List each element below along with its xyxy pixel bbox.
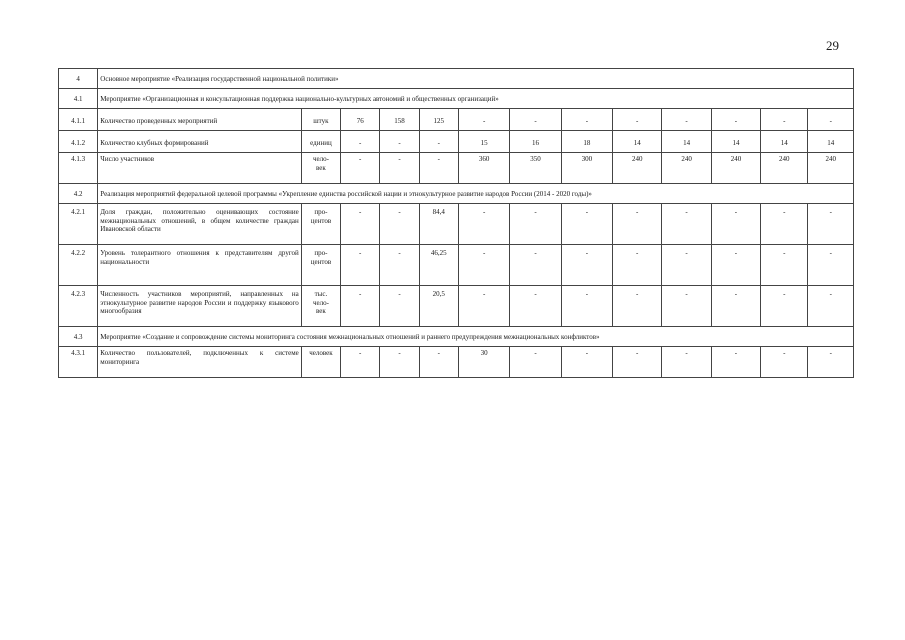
value-cell: 360 [458, 153, 509, 184]
row-number: 4.1.2 [59, 131, 98, 153]
value-cell: - [761, 204, 808, 245]
indicator-row [59, 204, 854, 245]
value-cell: - [808, 286, 854, 327]
value-cell: - [341, 245, 380, 286]
value-cell: - [561, 347, 612, 378]
value-cell: - [380, 153, 419, 184]
value-cell: 18 [561, 131, 612, 153]
value-cell: - [561, 286, 612, 327]
value-cell: 14 [662, 131, 711, 153]
value-cell: 240 [761, 153, 808, 184]
value-cell: 240 [662, 153, 711, 184]
indicator-row [59, 131, 854, 153]
value-cell: 14 [808, 131, 854, 153]
value-cell: - [419, 153, 458, 184]
value-cell: 158 [380, 109, 419, 131]
value-cell: - [341, 204, 380, 245]
value-cell: - [380, 204, 419, 245]
value-cell: - [662, 109, 711, 131]
section-row [59, 184, 854, 204]
value-cell: 350 [510, 153, 561, 184]
value-cell: 240 [613, 153, 662, 184]
value-cell: - [341, 153, 380, 184]
value-cell: 46,25 [419, 245, 458, 286]
indicator-row [59, 347, 854, 378]
value-cell: 300 [561, 153, 612, 184]
row-number: 4.2.1 [59, 204, 98, 245]
value-cell: - [380, 131, 419, 153]
row-number: 4.1.3 [59, 153, 98, 184]
value-cell: - [613, 204, 662, 245]
value-cell: 15 [458, 131, 509, 153]
unit-cell: человек [301, 347, 340, 378]
indicator-name: Доля граждан, положительно оценивающих состояние межнациональных отношений, в общем количестве граждан Ивановской области [98, 204, 302, 245]
value-cell: 84,4 [419, 204, 458, 245]
table-body [59, 69, 854, 378]
value-cell: - [613, 347, 662, 378]
value-cell: 240 [711, 153, 760, 184]
value-cell: - [761, 245, 808, 286]
indicator-name: Уровень толерантного отношения к представителям другой национальности [98, 245, 302, 286]
value-cell: - [613, 286, 662, 327]
value-cell: - [510, 347, 561, 378]
value-cell: 125 [419, 109, 458, 131]
value-cell: 14 [761, 131, 808, 153]
section-title: Основное мероприятие «Реализация государственной национальной политики» [98, 69, 854, 89]
section-row [59, 69, 854, 89]
unit-cell: про- центов [301, 245, 340, 286]
row-number: 4.3 [59, 327, 98, 347]
value-cell: - [458, 109, 509, 131]
value-cell: - [458, 286, 509, 327]
value-cell: 30 [458, 347, 509, 378]
value-cell: - [662, 204, 711, 245]
row-number: 4.2.3 [59, 286, 98, 327]
indicator-row [59, 109, 854, 131]
row-number: 4.2.2 [59, 245, 98, 286]
row-number: 4.1.1 [59, 109, 98, 131]
unit-cell: тыс. чело- век [301, 286, 340, 327]
indicator-name: Количество клубных формирований [98, 131, 302, 153]
value-cell: - [510, 204, 561, 245]
value-cell: - [380, 347, 419, 378]
value-cell: - [711, 109, 760, 131]
indicator-name: Количество проведенных мероприятий [98, 109, 302, 131]
section-row [59, 89, 854, 109]
value-cell: - [561, 204, 612, 245]
value-cell: - [808, 347, 854, 378]
value-cell: 240 [808, 153, 854, 184]
indicator-row [59, 153, 854, 184]
value-cell: - [341, 286, 380, 327]
value-cell: - [711, 204, 760, 245]
value-cell: - [510, 286, 561, 327]
value-cell: - [808, 109, 854, 131]
value-cell: - [561, 109, 612, 131]
section-row [59, 327, 854, 347]
section-title: Мероприятие «Организационная и консультационная поддержка национально-культурных автономий и общественных организаций» [98, 89, 854, 109]
value-cell: - [380, 286, 419, 327]
value-cell: - [808, 204, 854, 245]
value-cell: - [458, 245, 509, 286]
value-cell: - [341, 131, 380, 153]
value-cell: - [711, 347, 760, 378]
value-cell: - [561, 245, 612, 286]
indicator-name: Количество пользователей, подключенных к системе мониторинга [98, 347, 302, 378]
value-cell: - [761, 286, 808, 327]
section-title: Мероприятие «Создание и сопровождение системы мониторинга состояния межнациональных отношений и раннего предупреждения межнациональных конфликтов» [98, 327, 854, 347]
value-cell: 16 [510, 131, 561, 153]
value-cell: - [510, 245, 561, 286]
value-cell: - [662, 347, 711, 378]
section-title: Реализация мероприятий федеральной целевой программы «Укрепление единства российской нации и этнокультурное развитие народов России (2014 - 2020 годы)» [98, 184, 854, 204]
value-cell: - [613, 245, 662, 286]
unit-cell: единиц [301, 131, 340, 153]
value-cell: - [662, 286, 711, 327]
value-cell: - [808, 245, 854, 286]
value-cell: - [419, 131, 458, 153]
unit-cell: про- центов [301, 204, 340, 245]
row-number: 4.1 [59, 89, 98, 109]
value-cell: - [761, 109, 808, 131]
unit-cell: чело- век [301, 153, 340, 184]
page-number: 29 [826, 38, 839, 53]
value-cell: 76 [341, 109, 380, 131]
value-cell: 14 [711, 131, 760, 153]
value-cell: - [662, 245, 711, 286]
unit-cell: штук [301, 109, 340, 131]
value-cell: 14 [613, 131, 662, 153]
value-cell: - [510, 109, 561, 131]
indicator-row [59, 286, 854, 327]
value-cell: - [380, 245, 419, 286]
indicator-name: Численность участников мероприятий, направленных на этнокультурное развитие народов России и поддержку языкового многообразия [98, 286, 302, 327]
value-cell: - [419, 347, 458, 378]
value-cell: - [341, 347, 380, 378]
indicators-table [58, 68, 854, 378]
indicator-row [59, 245, 854, 286]
value-cell: - [711, 245, 760, 286]
value-cell: - [761, 347, 808, 378]
row-number: 4.2 [59, 184, 98, 204]
value-cell: - [613, 109, 662, 131]
indicator-name: Число участников [98, 153, 302, 184]
row-number: 4.3.1 [59, 347, 98, 378]
row-number: 4 [59, 69, 98, 89]
value-cell: - [458, 204, 509, 245]
value-cell: - [711, 286, 760, 327]
value-cell: 20,5 [419, 286, 458, 327]
